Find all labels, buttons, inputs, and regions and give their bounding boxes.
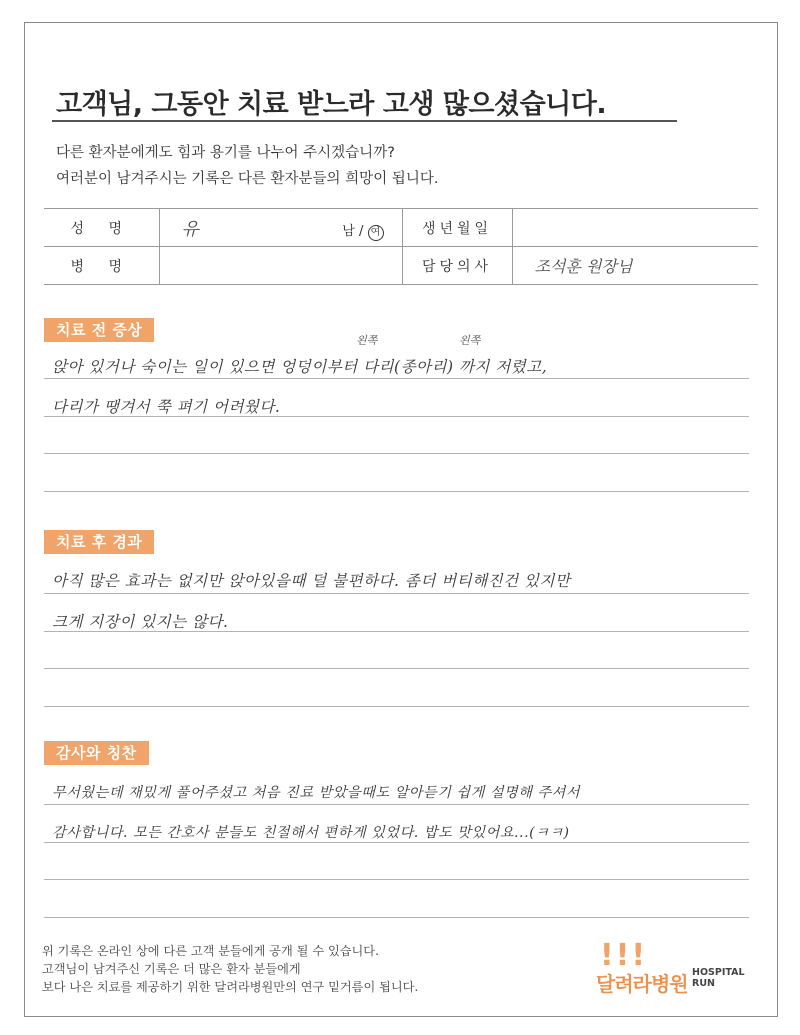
ruled-line (44, 491, 749, 492)
name-field[interactable] (159, 209, 402, 247)
page-title: 고객님, 그동안 치료 받느라 고생 많으셨습니다. (56, 89, 607, 120)
footer-line-2: 고객님이 남겨주신 기록은 더 많은 환자 분들에게 (42, 962, 301, 976)
gender-selector[interactable]: 남 / 여 (342, 220, 383, 241)
ruled-line (44, 668, 749, 669)
ruled-line (44, 416, 749, 417)
birth-label: 생년월일 (402, 209, 512, 247)
ruled-line (44, 378, 749, 379)
doctor-value: 조석훈 원장님 (534, 257, 633, 276)
after-text-line-2: 크게 지장이 있지는 않다. (52, 613, 229, 631)
section-thanks-label: 감사와 칭찬 (44, 741, 149, 765)
ruled-line (44, 804, 749, 805)
logo-english (692, 967, 745, 989)
logo-en-line-1: HOSPITAL (692, 967, 745, 978)
thanks-text-line-1: 무서웠는데 재밌게 풀어주셨고 처음 진료 받았을때도 알아듣기 쉽게 설명해 주셔서 (52, 785, 581, 801)
ruled-line (44, 706, 749, 707)
section-before-lines (44, 334, 749, 500)
before-annotation-2: 왼쪽 (459, 334, 481, 347)
disease-label: 병 명 (44, 247, 159, 285)
before-text-line-1: 앉아 있거나 숙이는 일이 있으면 엉덩이부터 다리(종아리) 까지 저렸고, (52, 358, 548, 376)
logo-en-line-2: RUN (692, 978, 715, 989)
section-before-label: 치료 전 증상 (44, 318, 154, 342)
subtitle-line-1: 다른 환자분에게도 힘과 용기를 나누어 주시겠습니까? (56, 145, 395, 161)
gender-male[interactable]: 남 (342, 224, 355, 239)
before-annotation-1: 왼쪽 (356, 334, 378, 347)
birth-field[interactable] (512, 209, 758, 247)
info-row-2 (44, 247, 758, 285)
ruled-line (44, 593, 749, 594)
info-row-1 (44, 209, 758, 247)
ruled-line (44, 631, 749, 632)
subtitle-line-2: 여러분이 남겨주시는 기록은 다른 환자분들의 희망이 됩니다. (56, 171, 439, 187)
ruled-line (44, 917, 749, 918)
ruled-line (44, 879, 749, 880)
logo-name: 달려라병원 (596, 972, 688, 996)
ruled-line (44, 453, 749, 454)
footer-line-3: 보다 나은 치료를 제공하기 위한 달려라병원만의 연구 밑거름이 됩니다. (42, 980, 419, 994)
section-thanks-lines (44, 766, 749, 926)
patient-info-table (44, 208, 758, 285)
title-underline (52, 120, 677, 122)
ruled-line (44, 842, 749, 843)
doctor-field[interactable] (512, 247, 758, 285)
disease-field[interactable] (159, 247, 402, 285)
before-text-line-2: 다리가 땡겨서 쭉 펴기 어려웠다. (52, 398, 281, 416)
hospital-logo (592, 938, 752, 998)
footer-line-1: 위 기록은 온라인 상에 다른 고객 분들에게 공개 될 수 있습니다. (42, 944, 379, 958)
doctor-label: 담당의사 (402, 247, 512, 285)
name-label: 성 명 (44, 209, 159, 247)
name-value: 유 (181, 218, 199, 240)
logo-exclamation-mark: !!! (600, 938, 648, 973)
after-text-line-1: 아직 많은 효과는 없지만 앉아있을때 덜 불편하다. 좀더 버티해진건 있지만 (52, 572, 571, 590)
section-after-lines (44, 555, 749, 715)
section-after-label: 치료 후 경과 (44, 530, 154, 554)
gender-female-circled[interactable]: 여 (368, 225, 384, 241)
thanks-text-line-2: 감사합니다. 모든 간호사 분들도 친절해서 편하게 있었다. 밥도 맛있어요...(ㅋㅋ) (52, 825, 570, 841)
